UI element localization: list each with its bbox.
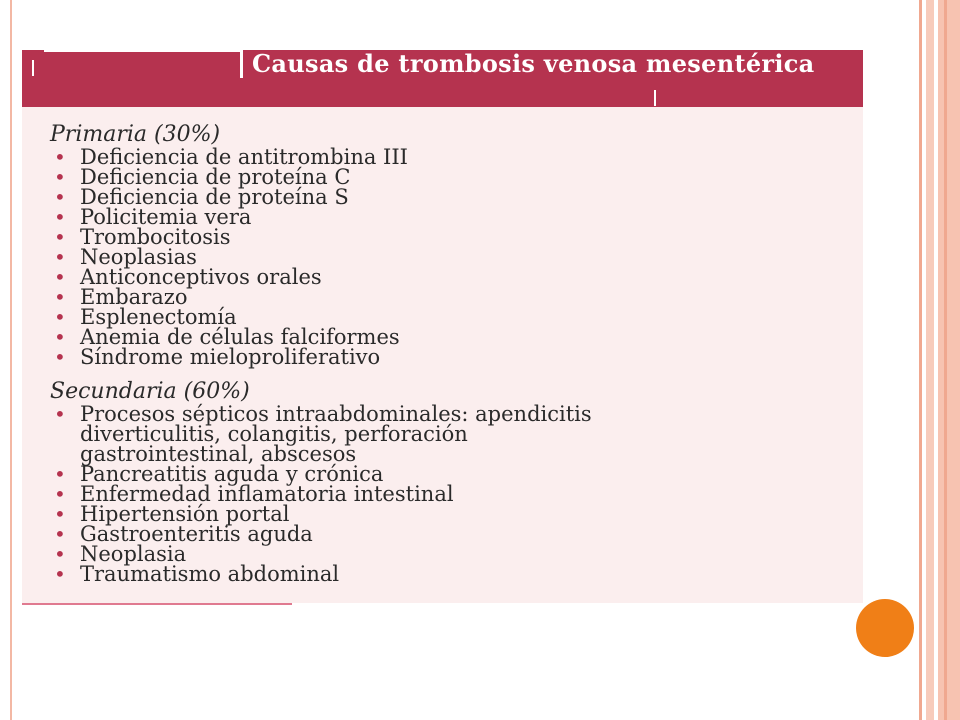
list-item bbox=[50, 347, 863, 367]
list-item-text: Enfermedad inflamatoria intestinal bbox=[80, 482, 454, 506]
bullet-icon: • bbox=[54, 165, 66, 189]
list-item bbox=[50, 287, 863, 307]
list-item-text: Anemia de células falciformes bbox=[80, 325, 400, 349]
right-decorative-stripe bbox=[926, 0, 934, 720]
right-decorative-stripe bbox=[944, 0, 947, 720]
list-item bbox=[50, 524, 863, 544]
bullet-icon: • bbox=[54, 502, 66, 526]
bullet-icon: • bbox=[54, 542, 66, 566]
bullet-icon: • bbox=[54, 205, 66, 229]
list-item bbox=[50, 267, 863, 287]
list-item-text: Embarazo bbox=[80, 285, 188, 309]
bullet-icon: • bbox=[54, 145, 66, 169]
list-item bbox=[50, 404, 863, 424]
list-item-text: Deficiencia de proteína S bbox=[80, 185, 349, 209]
list-item-text: Hipertensión portal bbox=[80, 502, 290, 526]
list-item bbox=[50, 207, 863, 227]
list-item-text: Síndrome mieloproliferativo bbox=[80, 345, 381, 369]
list-item-text: Procesos sépticos intraabdominales: apendicitis bbox=[80, 402, 592, 426]
bullet-icon: • bbox=[54, 245, 66, 269]
bullet-icon: • bbox=[54, 462, 66, 486]
table-header bbox=[22, 50, 863, 107]
bullet-icon: • bbox=[54, 522, 66, 546]
bullet-icon: • bbox=[54, 482, 66, 506]
list-item-continuation bbox=[50, 424, 863, 444]
list-item bbox=[50, 307, 863, 327]
table-bottom-rule bbox=[22, 603, 292, 605]
table-title: Causas de trombosis venosa mesentérica bbox=[252, 50, 815, 78]
bullet-icon: • bbox=[54, 265, 66, 289]
bullet-icon: • bbox=[54, 285, 66, 309]
list-item-text: Anticonceptivos orales bbox=[80, 265, 322, 289]
list-item bbox=[50, 544, 863, 564]
bullet-icon: • bbox=[54, 325, 66, 349]
header-divider-mark bbox=[654, 90, 656, 106]
list-item-text: Policitemia vera bbox=[80, 205, 252, 229]
list-item-text: Deficiencia de proteína C bbox=[80, 165, 351, 189]
list-item bbox=[50, 167, 863, 187]
list-item-continuation bbox=[50, 444, 863, 464]
list-item-text: Pancreatitis aguda y crónica bbox=[80, 462, 384, 486]
bullet-icon: • bbox=[54, 562, 66, 586]
bullet-icon: • bbox=[54, 185, 66, 209]
list-item bbox=[50, 327, 863, 347]
list-item-text: diverticulitis, colangitis, perforación bbox=[80, 422, 468, 446]
list-item bbox=[50, 187, 863, 207]
header-divider-mark bbox=[32, 60, 34, 76]
orange-circle-decoration bbox=[856, 599, 914, 657]
list-item bbox=[50, 247, 863, 267]
list-item-text: Esplenectomía bbox=[80, 305, 237, 329]
right-decorative-stripe bbox=[919, 0, 922, 720]
bullet-icon: • bbox=[54, 402, 66, 426]
bullet-icon: • bbox=[54, 345, 66, 369]
section-heading: Primaria (30%) bbox=[50, 122, 221, 147]
list-item-text: Neoplasias bbox=[80, 245, 197, 269]
list-item bbox=[50, 484, 863, 504]
list-item-text: Neoplasia bbox=[80, 542, 187, 566]
list-item bbox=[50, 227, 863, 247]
section-heading: Secundaria (60%) bbox=[50, 379, 250, 404]
right-decorative-stripe bbox=[938, 0, 960, 720]
list-item-text: Trombocitosis bbox=[80, 225, 231, 249]
bullet-icon: • bbox=[54, 225, 66, 249]
list-item-text: Traumatismo abdominal bbox=[80, 562, 340, 586]
bullet-icon: • bbox=[54, 305, 66, 329]
list-item bbox=[50, 147, 863, 167]
list-item bbox=[50, 464, 863, 484]
list-item-text: Gastroenteritis aguda bbox=[80, 522, 313, 546]
causes-table bbox=[22, 50, 863, 603]
list-item bbox=[50, 564, 863, 584]
table-body bbox=[50, 124, 863, 584]
list-item bbox=[50, 504, 863, 524]
list-item-text: gastrointestinal, abscesos bbox=[80, 442, 357, 466]
list-item-text: Deficiencia de antitrombina III bbox=[80, 145, 408, 169]
left-border-line bbox=[10, 0, 12, 720]
